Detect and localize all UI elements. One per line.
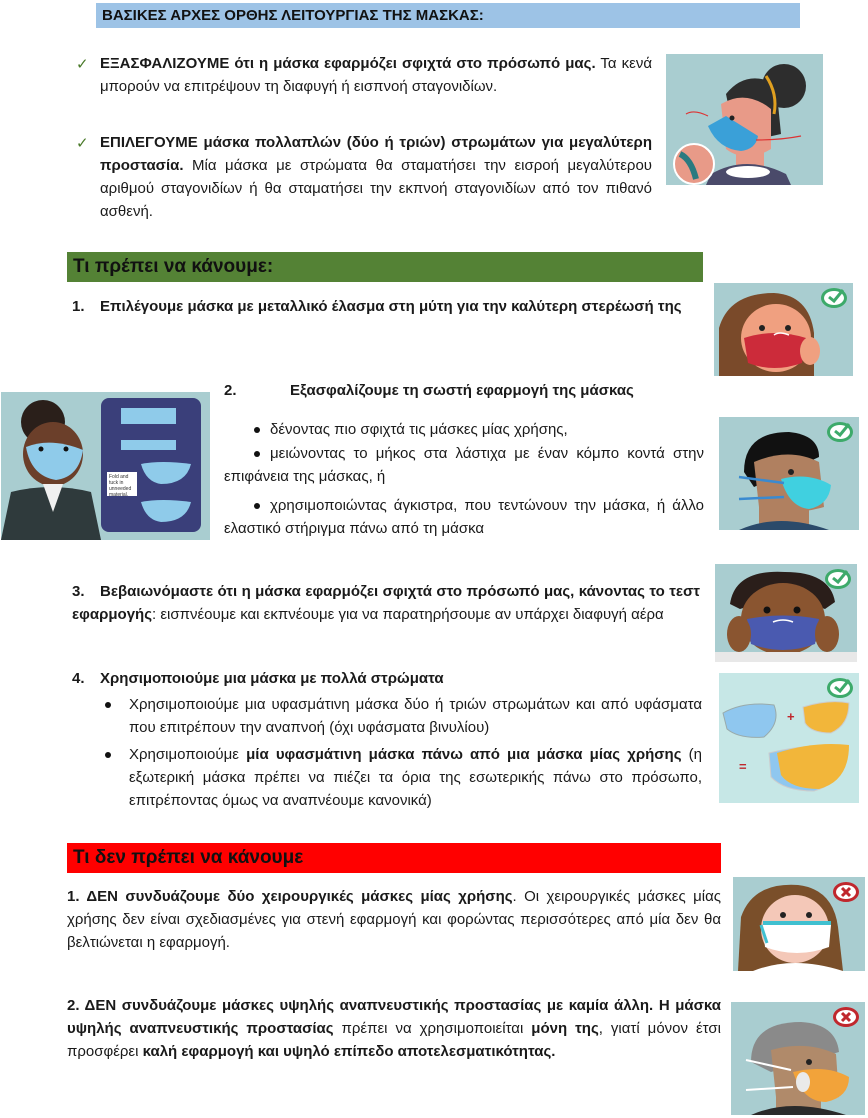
check-badge-icon bbox=[825, 569, 851, 589]
do-item-4-bullet-1 bbox=[105, 693, 702, 739]
illustration-layered-masks bbox=[719, 673, 859, 803]
do-item-4-title-text: Χρησιμοποιούμε μια μάσκα με πολλά στρώματα bbox=[100, 670, 444, 687]
bullet-bold-text: μία υφασμάτινη μάσκα πάνω από μια μάσκα μίας χρήσης bbox=[246, 746, 682, 763]
illustration-mask-fitting-tips bbox=[1, 392, 210, 540]
do-item-1-number: 1. bbox=[72, 298, 85, 315]
do-item-2-title bbox=[224, 379, 704, 402]
principle-2 bbox=[100, 131, 652, 223]
check-badge-icon bbox=[821, 288, 847, 308]
principle-1 bbox=[100, 52, 652, 98]
bullet-icon bbox=[105, 702, 111, 708]
dont-item-2 bbox=[67, 994, 721, 1063]
checkmark-icon: ✓ bbox=[76, 56, 89, 73]
do-item-1 bbox=[72, 295, 700, 318]
do-item-4-bullet-2 bbox=[105, 743, 702, 812]
dont-item-2-bold: καλή εφαρμογή και υψηλό επίπεδο αποτελεσματικότητας. bbox=[142, 1043, 556, 1060]
bullet-text: δένοντας πιο σφιχτά τις μάσκες μίας χρήσης, bbox=[270, 421, 568, 438]
bullet-text: Χρησιμοποιούμε μια υφασμάτινη μάσκα δύο ή τριών στρωμάτων και από υφάσματα που επιτρέπουν την αναπνοή (όχι υφάσματα βινυλίου) bbox=[129, 696, 702, 736]
dont-item-1-bold: 1. ΔΕΝ συνδυάζουμε δύο χειρουργικές μάσκες μίας χρήσης bbox=[67, 888, 513, 905]
equals-sign: = bbox=[739, 759, 747, 774]
do-item-3-number: 3. bbox=[72, 583, 85, 600]
illustration-caption: Fold and tuck in unneeded material. bbox=[109, 474, 132, 498]
do-item-2-title-text: Εξασφαλίζουμε τη σωστή εφαρμογή της μάσκας bbox=[290, 382, 634, 399]
bullet-icon bbox=[254, 503, 260, 509]
plus-sign: + bbox=[787, 709, 795, 724]
illustration-ear-loops bbox=[719, 417, 859, 530]
bullet-icon bbox=[254, 451, 260, 457]
check-badge-icon bbox=[827, 422, 853, 442]
illustration-fit-test bbox=[715, 564, 857, 662]
do-item-4-number: 4. bbox=[72, 670, 85, 687]
main-header: ΒΑΣΙΚΕΣ ΑΡΧΕΣ ΟΡΘΗΣ ΛΕΙΤΟΥΡΓΙΑΣ ΤΗΣ ΜΑΣΚΑΣ: bbox=[96, 3, 800, 28]
do-item-3 bbox=[72, 580, 700, 626]
principle-1-text: Τα κενά μπορούν να επιτρέψουν τη διαφυγή ή εισπνοή σταγονιδίων. bbox=[100, 55, 653, 95]
do-item-2-bullet-2 bbox=[224, 442, 704, 488]
illustration-nose-wire bbox=[714, 283, 853, 376]
dont-item-1 bbox=[67, 885, 721, 954]
dont-section-header: Τι δεν πρέπει να κάνουμε bbox=[67, 843, 721, 873]
bullet-text: χρησιμοποιώντας άγκιστρα, που τεντώνουν την μάσκα, ή άλλο ελαστικό στήριγμα πάνω από τη μάσκα bbox=[224, 497, 704, 537]
do-item-3-text: : εισπνέουμε και εκπνέουμε για να παρατηρήσουμε αν υπάρχει διαφυγή αέρα bbox=[152, 606, 664, 623]
dont-item-1-text: . Οι χειρουργικές μάσκες μίας χρήσης δεν είναι σχεδιασμένες για στενή εφαρμογή και φορώντας περισσότερες από μία δεν θα βελτιώνεται η εφαρμογή. bbox=[67, 888, 721, 951]
dont-item-2-text: πρέπει να χρησιμοποιείται bbox=[333, 1020, 532, 1037]
do-item-3-bold: Βεβαιωνόμαστε ότι η μάσκα εφαρμόζει σφιχτά στο πρόσωπό μας, κάνοντας το τεστ εφαρμογής bbox=[72, 583, 700, 623]
check-badge-icon bbox=[827, 678, 853, 698]
illustration-respirator-alone bbox=[731, 1002, 865, 1115]
do-item-1-text: Επιλέγουμε μάσκα με μεταλλικό έλασμα στη μύτη για την καλύτερη στερέωσή της bbox=[100, 298, 682, 315]
bullet-text: μειώνοντας το μήκος στα λάστιχα με έναν κόμπο κοντά στην επιφάνεια της μάσκας, ή bbox=[224, 445, 704, 485]
bullet-text: (η εξωτερική μάσκα πρέπει να πιέζει τα όρια της εσωτερικής πάνω στο πρόσωπο, επιτρέποντας όμως να αναπνέουμε κανονικά) bbox=[129, 746, 702, 809]
do-item-2-number: 2. bbox=[224, 382, 237, 399]
principle-1-bold: ΕΞΑΣΦΑΛΙΖΟΥΜΕ ότι η μάσκα εφαρμόζει σφιχτά στο πρόσωπό μας. bbox=[100, 55, 596, 72]
cross-badge-icon bbox=[833, 1007, 859, 1027]
dont-item-2-text: , γιατί μόνον έτσι προσφέρει bbox=[67, 1020, 721, 1060]
do-item-2-bullet-1 bbox=[224, 418, 704, 441]
do-section-header: Τι πρέπει να κάνουμε: bbox=[67, 252, 703, 282]
cross-badge-icon bbox=[833, 882, 859, 902]
dont-item-2-bold: μόνη της bbox=[531, 1020, 599, 1037]
illustration-double-surgical bbox=[733, 877, 865, 971]
checkmark-icon: ✓ bbox=[76, 135, 89, 152]
bullet-icon bbox=[105, 752, 111, 758]
do-item-4-title bbox=[72, 667, 700, 690]
dont-item-2-bold: 2. ΔΕΝ συνδυάζουμε μάσκες υψηλής αναπνευστικής προστασίας με καμία άλλη. Η μάσκα υψηλής αναπνευστικής προστασίας bbox=[67, 997, 721, 1037]
bullet-text: Χρησιμοποιούμε bbox=[129, 746, 247, 763]
bullet-icon bbox=[254, 427, 260, 433]
illustration-mask-gaps bbox=[666, 54, 823, 185]
principle-2-bold: ΕΠΙΛΕΓΟΥΜΕ μάσκα πολλαπλών (δύο ή τριών) στρωμάτων για μεγαλύτερη προστασία. bbox=[100, 134, 652, 174]
principle-2-text: Μία μάσκα με στρώματα θα σταματήσει την εισροή μεγαλύτερου αριθμού σταγονιδίων ή θα σταματήσει την εκπνοή σταγονιδίων από τον πιθανό ασθενή. bbox=[100, 157, 652, 220]
do-item-2-bullet-3 bbox=[224, 494, 704, 540]
